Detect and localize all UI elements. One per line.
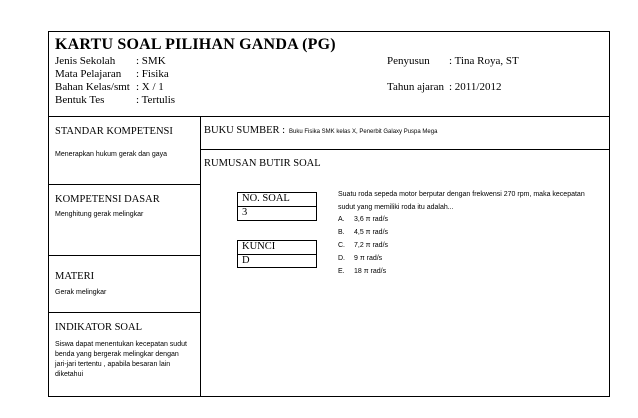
option-c-text: 7,2 π rad/s: [354, 242, 389, 249]
class-semester-value: : X / 1: [136, 81, 164, 93]
option-c-letter: C.: [338, 242, 345, 249]
author-value: : Tina Roya, ST: [449, 55, 519, 67]
item-formulation-heading: RUMUSAN BUTIR SOAL: [204, 158, 321, 169]
basic-competence-text: Menghitung gerak melingkar: [55, 211, 144, 218]
option-d-text: 9 π rad/s: [354, 255, 383, 262]
question-number-label: NO. SOAL: [242, 193, 290, 204]
school-type-value: : SMK: [136, 55, 166, 67]
question-number-divider: [238, 206, 316, 207]
source-divider: [200, 149, 610, 150]
author-label: Penyusun: [387, 55, 430, 67]
indicator-line-1: Siswa dapat menentukan kecepatan sudut: [55, 341, 187, 348]
option-d-letter: D.: [338, 255, 345, 262]
question-number-value: 3: [242, 207, 248, 218]
material-text: Gerak melingkar: [55, 289, 107, 296]
card-title: KARTU SOAL PILIHAN GANDA (PG): [55, 36, 336, 53]
standard-competence-text: Menerapkan hukum gerak dan gaya: [55, 151, 168, 158]
test-type-label: Bentuk Tes: [55, 94, 105, 106]
school-year-value: : 2011/2012: [449, 81, 502, 93]
class-semester-label: Bahan Kelas/smt: [55, 81, 130, 93]
basic-competence-divider: [48, 255, 200, 256]
standard-competence-heading: STANDAR KOMPETENSI: [55, 126, 173, 137]
option-b-text: 4,5 π rad/s: [354, 229, 389, 236]
school-year-label: Tahun ajaran: [387, 81, 444, 93]
indicator-line-4: diketahui: [55, 371, 84, 378]
material-divider: [48, 312, 200, 313]
standard-divider: [48, 184, 200, 185]
answer-key-label: KUNCI: [242, 241, 276, 252]
indicator-heading: INDIKATOR SOAL: [55, 322, 143, 333]
subject-label: Mata Pelajaran: [55, 68, 122, 80]
answer-key-value: D: [242, 255, 250, 266]
basic-competence-heading: KOMPETENSI DASAR: [55, 194, 160, 205]
option-b-letter: B.: [338, 229, 345, 236]
option-e-letter: E.: [338, 268, 345, 275]
source-book-text: Buku Fisika SMK kelas X, Penerbit Galaxy Puspa Mega: [289, 129, 438, 135]
indicator-line-3: jari-jari tertentu , apabila besaran lain: [55, 361, 171, 368]
test-type-value: : Tertulis: [136, 94, 176, 106]
option-a-text: 3,6 π rad/s: [354, 216, 389, 223]
school-type-label: Jenis Sekolah: [55, 55, 116, 67]
source-book-heading: BUKU SUMBER :: [204, 125, 286, 136]
indicator-line-2: benda yang bergerak melingkar dengan: [55, 351, 179, 358]
option-e-text: 18 π rad/s: [354, 268, 387, 275]
question-line-1: Suatu roda sepeda motor berputar dengan frekwensi 270 rpm, maka kecepatan: [338, 191, 585, 198]
column-divider: [200, 116, 201, 397]
material-heading: MATERI: [55, 271, 95, 282]
option-a-letter: A.: [338, 216, 345, 223]
subject-value: : Fisika: [136, 68, 169, 80]
header-divider: [48, 116, 610, 117]
question-line-2: sudut yang memiliki roda itu adalah...: [338, 204, 454, 211]
